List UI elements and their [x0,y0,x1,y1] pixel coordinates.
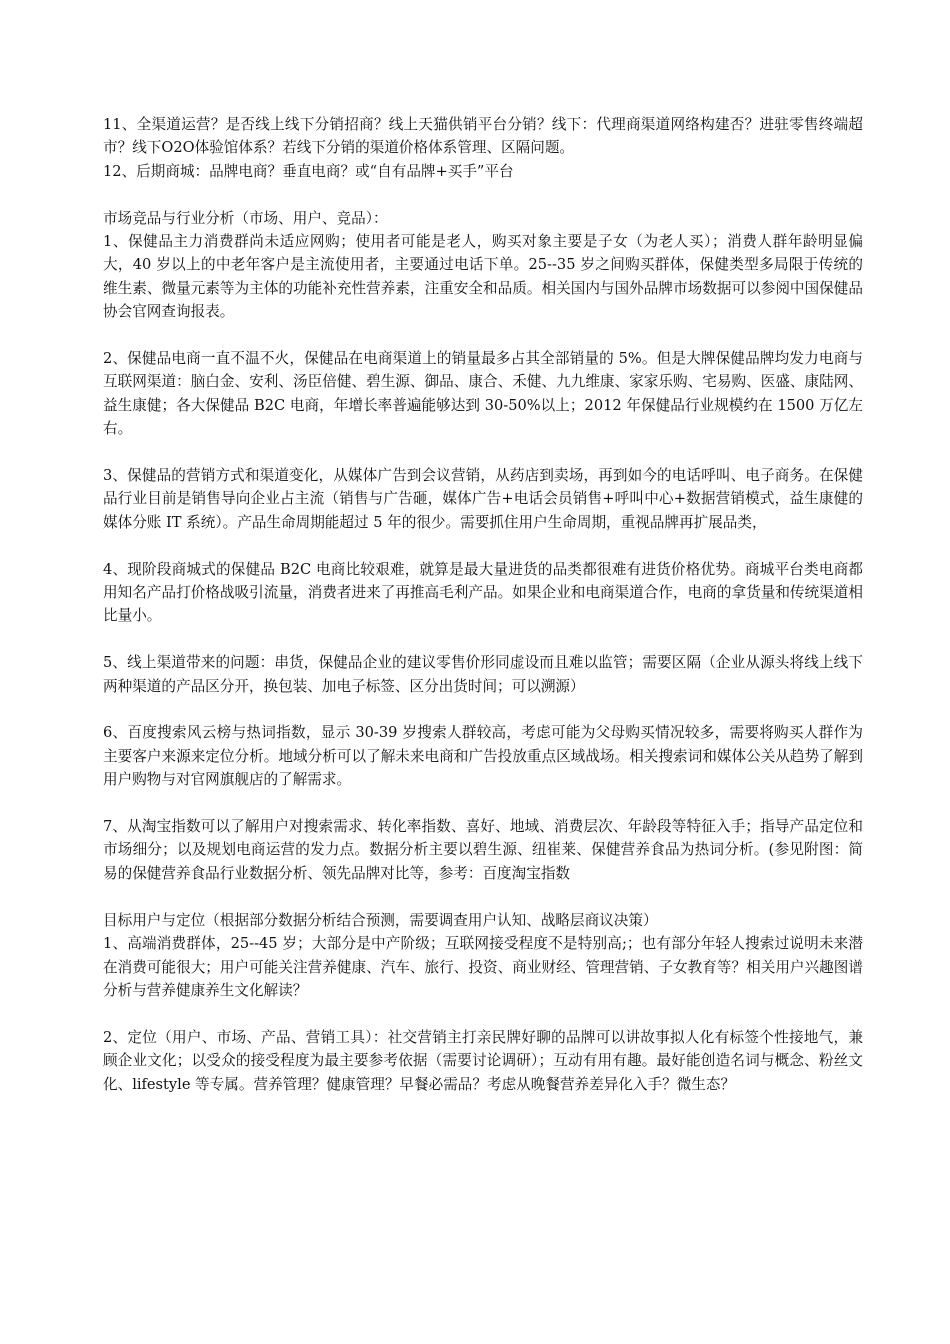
market-point-1: 1、保健品主力消费群尚未适应网购；使用者可能是老人，购买对象主要是子女（为老人买）；消费人群年龄明显偏大，40 岁以上的中老年客户是主流使用者，主要通过电话下单。25--35 岁之间购买群体，保健类型多局限于传统的维生素、微量元素等为主体的功能补充性营养素，注重安全和品质。相关国内与国外品牌市场数据可以参阅中国保健品协会官网查询报表。 [103,233,863,321]
paragraph-11: 11、全渠道运营？是否线上线下分销招商？线上天猫供销平台分销？线下：代理商渠道网络构建否？进驻零售终端超市？线下O2O体验馆体系？若线下分销的渠道价格体系管理、区隔问题。 [103,116,863,157]
market-point-3: 3、保健品的营销方式和渠道变化，从媒体广告到会议营销，从药店到卖场，再到如今的电话呼叫、电子商务。在保健品行业目前是销售导向企业占主流（销售与广告砸，媒体广告+电话会员销售+呼叫中心+数据营销模式，益生康健的媒体分账 IT 系统）。产品生命周期能超过 5 年的很少。需要抓住用户生命周期，重视品牌再扩展品类， [103,467,863,531]
target-point-2: 2、定位（用户、市场、产品、营销工具）：社交营销主打亲民牌好聊的品牌可以讲故事拟人化有标签个性接地气，兼顾企业文化；以受众的接受程度为最主要参考依据（需要讨论调研）；互动有用有趣。最好能创造名词与概念、粉丝文化、lifestyle 等专属。营养管理？健康管理？早餐必需品？考虑从晚餐营养差异化入手？微生态？ [103,1028,863,1093]
paragraph-gap [103,792,863,815]
market-section-title: 市场竞品与行业分析（市场、用户、竞品）： [103,209,388,227]
market-point-7: 7、从淘宝指数可以了解用户对搜索需求、转化率指数、喜好、地域、消费层次、年龄段等特征入手；指导产品定位和市场细分；以及规划电商运营的发力点。数据分析主要以碧生源、纽崔莱、保健营养食品为热词分析。(参见附图：简易的保健营养食品行业数据分析、领先品牌对比等，参考：百度淘宝指数 [103,818,863,882]
market-point-4: 4、现阶段商城式的保健品 B2C 电商比较艰难，就算是最大量进货的品类都很难有进货价格优势。商城平台类电商都用知名产品打价格战吸引流量，消费者进来了再推高毛利产品。如果企业和电商渠道合作，电商的拿货量和传统渠道相比量小。 [103,560,863,625]
paragraph-gap [103,628,863,651]
market-point-5: 5、线上渠道带来的问题：串货，保健品企业的建议零售价形同虚设而且难以监管；需要区隔（企业从源头将线上线下两种渠道的产品区分开，换包装、加电子标签、区分出货时间；可以溯源） [103,654,863,695]
paragraph-gap [103,534,863,557]
paragraph-gap [103,183,863,206]
paragraph-gap [103,1002,863,1025]
target-point-1: 1、高端消费群体，25--45 岁；大部分是中产阶级；互联网接受程度不是特别高;；也有部分年轻人搜索过说明未来潜在消费可能很大；用户可能关注营养健康、汽车、旅行、投资、商业财经、管理营销、子女教育等？相关用户兴趣图谱分析与营养健康养生文化解读？ [103,935,863,999]
paragraph-gap [103,324,863,347]
market-point-2: 2、保健品电商一直不温不火，保健品在电商渠道上的销量最多占其全部销量的 5%。但是大牌保健品牌均发力电商与互联网渠道：脑白金、安利、汤臣倍健、碧生源、御品、康合、禾健、九九维康、家家乐购、宅易购、医盛、康陆网、益生康健；各大保健品 B2C 电商，年增长率普遍能够达到 30-50%以上；2012 年保健品行业规模约在 1500 万亿左右。 [103,350,863,438]
market-point-6: 6、百度搜索风云榜与热词指数，显示 30-39 岁搜索人群较高，考虑可能为父母购买情况较多，需要将购买人群作为主要客户来源来定位分析。地域分析可以了解未来电商和广告投放重点区域战场。相关搜索词和媒体公关从趋势了解到用户购物与对官网旗舰店的了解需求。 [103,724,863,789]
paragraph-gap [103,441,863,464]
paragraph-12: 12、后期商城：品牌电商？垂直电商？或“自有品牌+买手”平台 [103,162,514,180]
paragraph-gap [103,885,863,908]
paragraph-gap [103,698,863,721]
document-page [103,113,863,1096]
target-section-title: 目标用户与定位（根据部分数据分析结合预测，需要调查用户认知、战略层商议决策） [103,911,658,929]
